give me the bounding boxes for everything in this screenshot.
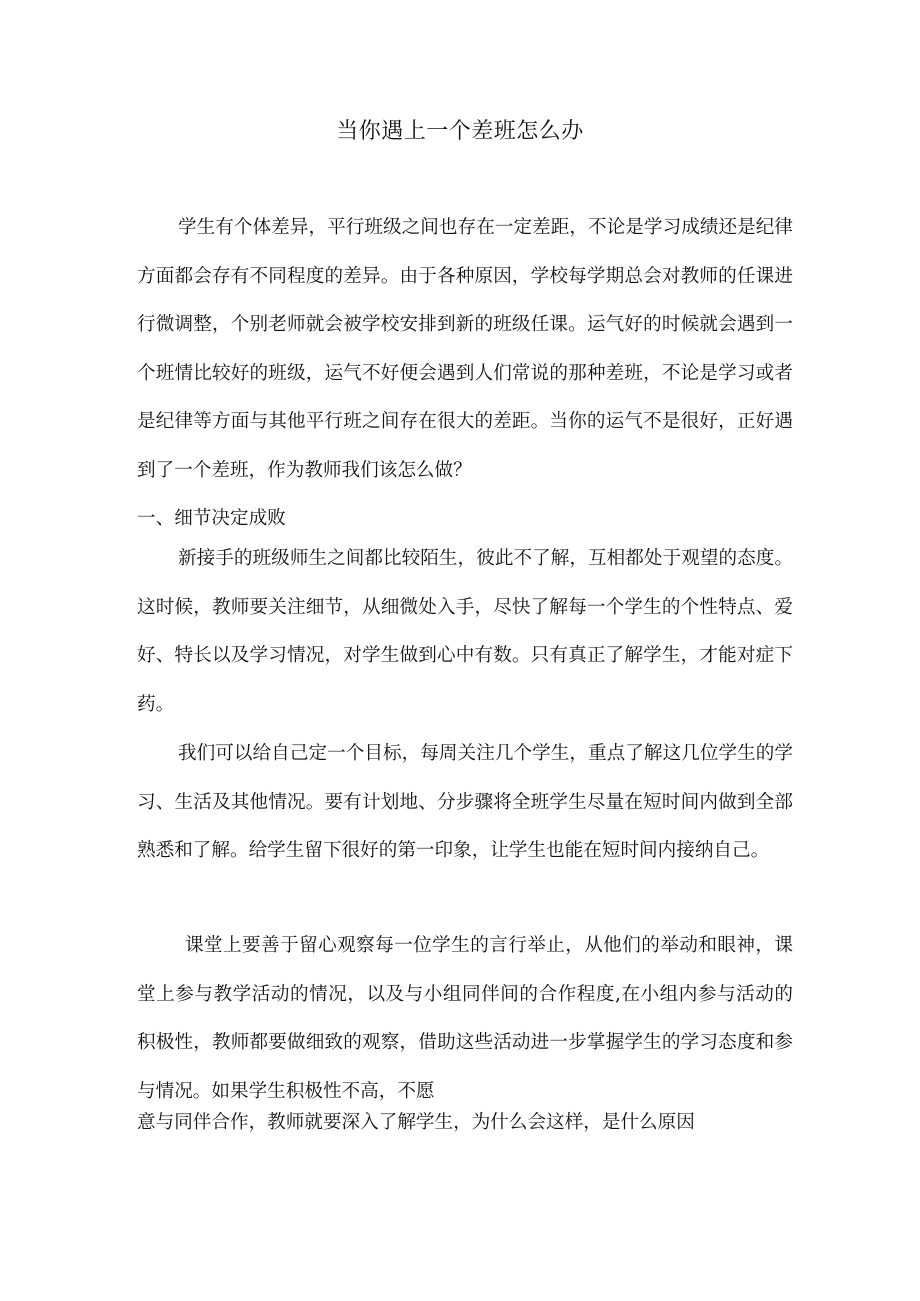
paragraph-intro-text: 学生有个体差异，平行班级之间也存在一定差距，不论是学习成绩还是纪律方面都会存有不同程度的差异。由于各种原因，学校每学期总会对教师的任课进行微调整，个别老师就会被学校安排到新的班级任课。运气好的时候就会遇到一个班情比较好的班级，运气不好便会遇到人们常说的那种差班，不论是学习或者是纪律等方面与其他平行班之间存在很大的差距。当你的运气不是很好，正好遇到了一个差班，作为教师我们该怎么做？	[137, 217, 793, 481]
paragraph-intro	[137, 204, 793, 495]
paragraph-classroom-observation-text: 课堂上要善于留心观察每一位学生的言行举止，从他们的举动和眼神，课堂上参与教学活动的情况，以及与小组同伴间的合作程度,在小组内参与活动的积极性，教师都要做细致的观察，借助这些活动进一步掌握学生的学习态度和参与情况。如果学生积极性不高，不愿	[137, 935, 793, 1102]
paragraph-continuation	[137, 1109, 695, 1137]
paragraph-new-class-text: 新接手的班级师生之间都比较陌生，彼此不了解，互相都处于观望的态度。这时候，教师要关注细节，从细微处入手，尽快了解每一个学生的个性特点、爱好、特长以及学习情况，对学生做到心中有数。只有真正了解学生，才能对症下药。	[137, 548, 793, 715]
section-heading-text: 一、细节决定成败	[137, 508, 286, 529]
paragraph-classroom-observation	[137, 922, 793, 1116]
document-title: 当你遇上一个差班怎么办	[336, 119, 584, 144]
paragraph-weekly-goal-text: 我们可以给自己定一个目标，每周关注几个学生，重点了解这几位学生的学习、生活及其他情况。要有计划地、分步骤将全班学生尽量在短时间内做到全部熟悉和了解。给学生留下很好的第一印象，让学生也能在短时间内接纳自己。	[137, 743, 793, 861]
paragraph-weekly-goal	[137, 730, 793, 876]
paragraph-new-class	[137, 535, 793, 729]
paragraph-continuation-text: 意与同伴合作，教师就要深入了解学生，为什么会这样，是什么原因	[137, 1112, 695, 1133]
